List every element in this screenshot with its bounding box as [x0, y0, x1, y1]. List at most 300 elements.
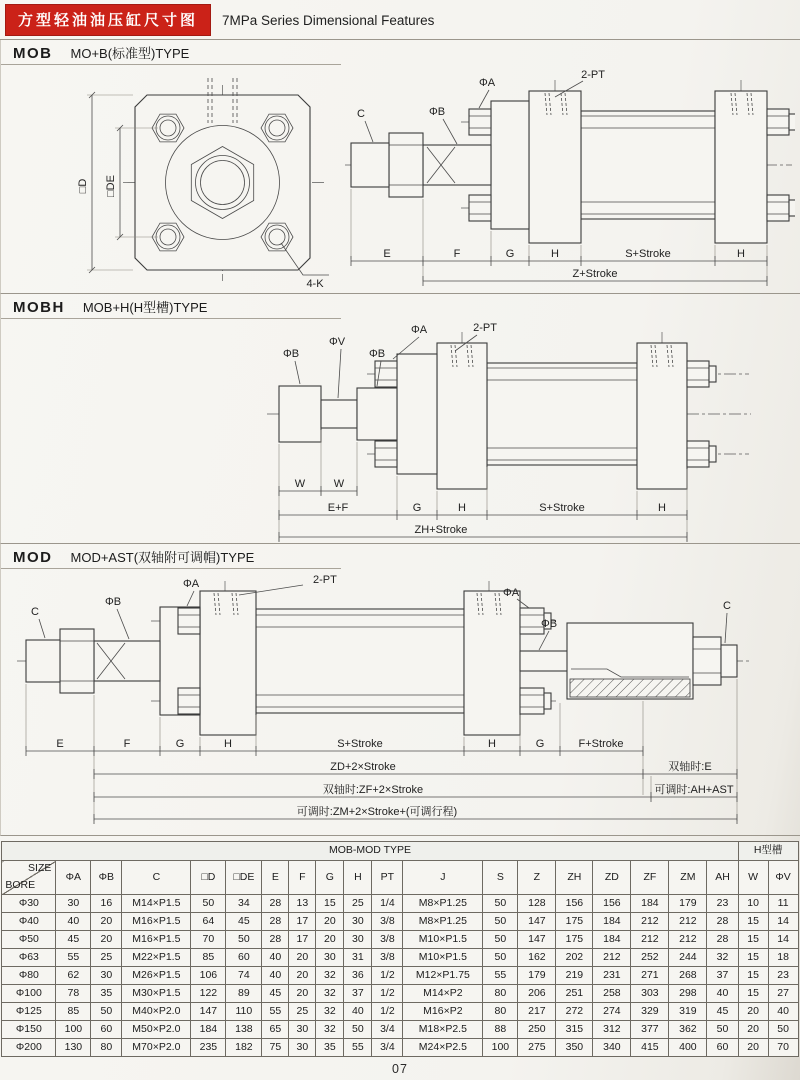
value-cell: 400: [669, 1039, 707, 1057]
label-leader: [338, 349, 341, 398]
mobh-drawings: [1, 319, 800, 543]
value-cell: 175: [556, 931, 593, 949]
value-cell: 182: [226, 1039, 262, 1057]
dim-label: G: [175, 738, 184, 750]
column-header: F: [289, 861, 316, 895]
column-header: H: [344, 861, 372, 895]
value-cell: M50×P2.0: [122, 1021, 191, 1039]
rod-thread-label: C: [30, 606, 39, 618]
value-cell: 315: [556, 1021, 593, 1039]
value-cell: M12×P1.75: [403, 967, 483, 985]
value-cell: M14×P2: [403, 985, 483, 1003]
rear-rod: [520, 651, 570, 671]
value-cell: 14: [768, 931, 798, 949]
dim-label: G: [535, 738, 544, 750]
section-name: MO+B(标准型)TYPE: [70, 46, 190, 61]
value-cell: 50: [707, 1021, 738, 1039]
value-cell: 60: [91, 1021, 122, 1039]
value-cell: 212: [669, 931, 707, 949]
value-cell: 312: [593, 1021, 631, 1039]
dim-label: H: [487, 738, 496, 750]
value-cell: 15: [738, 967, 768, 985]
tie-rod-nut: [469, 109, 491, 135]
value-cell: 55: [344, 1039, 372, 1057]
label-leader: [239, 585, 303, 595]
value-cell: 11: [768, 895, 798, 913]
section-mod-header: [1, 544, 341, 569]
value-cell: 252: [631, 949, 669, 967]
port-label: 2-PT: [312, 574, 337, 586]
port-label: 2-PT: [581, 69, 605, 81]
dimension-chain: [351, 256, 767, 286]
bolt-count-label: 4-K: [306, 278, 324, 290]
value-cell: 244: [669, 949, 707, 967]
value-cell: 40: [262, 949, 289, 967]
dim-label: H: [737, 248, 745, 260]
table-row: [2, 931, 798, 949]
value-cell: 28: [262, 895, 289, 913]
value-cell: 3/4: [372, 1039, 403, 1057]
value-cell: M24×P2.5: [403, 1039, 483, 1057]
value-cell: 28: [707, 931, 738, 949]
value-cell: 34: [226, 895, 262, 913]
value-cell: 35: [316, 1039, 344, 1057]
label-leader: [365, 121, 373, 142]
value-cell: 20: [738, 1021, 768, 1039]
value-cell: 350: [556, 1039, 593, 1057]
value-cell: 85: [191, 949, 226, 967]
overall-dim-label: 可调时:ZM+2×Stroke+(可调行程): [296, 806, 457, 818]
value-cell: 275: [518, 1039, 556, 1057]
dim-label: H: [457, 502, 466, 514]
value-cell: 32: [316, 1021, 344, 1039]
bore-cell: Φ30: [2, 895, 56, 913]
piston-rod-block: [423, 145, 491, 185]
value-cell: M10×P1.5: [403, 949, 483, 967]
value-cell: 40: [262, 967, 289, 985]
value-cell: 274: [593, 1003, 631, 1021]
value-cell: 23: [768, 967, 798, 985]
column-header: G: [316, 861, 344, 895]
value-cell: 89: [226, 985, 262, 1003]
value-cell: 128: [518, 895, 556, 913]
value-cell: M18×P2.5: [403, 1021, 483, 1039]
value-cell: 1/4: [372, 895, 403, 913]
value-cell: 20: [738, 1003, 768, 1021]
page-title-badge: [6, 5, 210, 35]
corner-bore-label: BORE: [5, 879, 36, 892]
dim-label: G: [412, 502, 421, 514]
value-cell: 75: [262, 1039, 289, 1057]
mod-side-view-drawing: [11, 569, 791, 831]
value-cell: 45: [707, 1003, 738, 1021]
mob-front-view-drawing: [45, 65, 335, 293]
bore-cell: Φ100: [2, 985, 56, 1003]
dim-label: F: [123, 738, 130, 750]
value-cell: 60: [226, 949, 262, 967]
value-cell: 162: [518, 949, 556, 967]
rod-hex-nut: [60, 629, 94, 693]
value-cell: 50: [483, 931, 518, 949]
overall-dim-label: 双轴时:E: [667, 761, 712, 773]
value-cell: 10: [738, 895, 768, 913]
label-leader: [725, 613, 727, 643]
value-cell: 340: [593, 1039, 631, 1057]
value-cell: 50: [344, 1021, 372, 1039]
value-cell: 202: [556, 949, 593, 967]
page-title-cn: 方型轻油油压缸尺寸图: [18, 12, 199, 29]
value-cell: 50: [226, 931, 262, 949]
value-cell: 30: [344, 931, 372, 949]
column-header: ΦB: [91, 861, 122, 895]
dim-label: W: [294, 478, 305, 490]
value-cell: 32: [707, 949, 738, 967]
dim-label-square-de: □DE: [105, 175, 117, 197]
value-cell: 80: [483, 985, 518, 1003]
table-row: [2, 949, 798, 967]
value-cell: 30: [289, 1021, 316, 1039]
value-cell: 50: [91, 1003, 122, 1021]
overall-dim-label: ZD+2×Stroke: [329, 761, 396, 773]
dimension-table-section: [0, 836, 800, 1057]
value-cell: 88: [483, 1021, 518, 1039]
value-cell: 184: [191, 1021, 226, 1039]
value-cell: 32: [316, 967, 344, 985]
value-cell: 17: [289, 931, 316, 949]
column-header: W: [738, 861, 768, 895]
page-header: [0, 0, 800, 40]
value-cell: 268: [669, 967, 707, 985]
bore-cell: Φ63: [2, 949, 56, 967]
column-header: □DE: [226, 861, 262, 895]
column-header: ΦV: [768, 861, 798, 895]
value-cell: 32: [316, 985, 344, 1003]
dim-label: F: [453, 248, 461, 260]
dim-label: H: [551, 248, 559, 260]
value-cell: 184: [593, 913, 631, 931]
front-flange: [437, 343, 487, 489]
value-cell: 271: [631, 967, 669, 985]
value-cell: 50: [483, 913, 518, 931]
value-cell: 18: [768, 949, 798, 967]
dim-label: H: [223, 738, 232, 750]
section-mobh-header: [1, 294, 341, 319]
rod-neck: [321, 400, 357, 428]
value-cell: M10×P1.5: [403, 931, 483, 949]
value-cell: 45: [226, 913, 262, 931]
value-cell: 212: [593, 949, 631, 967]
value-cell: 40: [707, 985, 738, 1003]
tie-rod-dia-label: ΦA: [479, 77, 496, 89]
front-flange: [529, 91, 581, 243]
column-header: AH: [707, 861, 738, 895]
value-cell: 212: [631, 913, 669, 931]
value-cell: 25: [344, 895, 372, 913]
value-cell: M8×P1.25: [403, 913, 483, 931]
front-flange: [200, 591, 256, 735]
label-leader: [187, 591, 194, 606]
value-cell: 319: [669, 1003, 707, 1021]
rear-rod-tip: [721, 645, 737, 677]
table-row: [2, 1003, 798, 1021]
corner-size-label: SIZE: [28, 862, 52, 874]
value-cell: 28: [707, 913, 738, 931]
rod-thread-label: C: [357, 108, 365, 120]
value-cell: 179: [669, 895, 707, 913]
cap-hex-nut: [693, 637, 721, 685]
column-header: ZM: [669, 861, 707, 895]
tie-rod-nut: [178, 608, 200, 634]
table-row: [2, 985, 798, 1003]
w-dimension-chain: [279, 486, 357, 496]
value-cell: M26×P1.5: [122, 967, 191, 985]
value-cell: 25: [91, 949, 122, 967]
tie-rod-dia-label: ΦA: [182, 578, 199, 590]
tie-rod-nut: [375, 361, 397, 387]
value-cell: 110: [226, 1003, 262, 1021]
dim-label: S+Stroke: [538, 502, 585, 514]
section-code: MOBH: [13, 299, 65, 316]
column-header: E: [262, 861, 289, 895]
section-code: MOB: [13, 45, 53, 62]
value-cell: 20: [316, 931, 344, 949]
value-cell: M16×P1.5: [122, 913, 191, 931]
value-cell: 50: [191, 895, 226, 913]
value-cell: 13: [289, 895, 316, 913]
section-name: MOB+H(H型槽)TYPE: [82, 300, 208, 315]
value-cell: 16: [91, 895, 122, 913]
value-cell: 23: [707, 895, 738, 913]
value-cell: 175: [556, 913, 593, 931]
tie-rod-nut: [687, 361, 716, 387]
tie-rod-nut: [767, 195, 795, 221]
value-cell: 15: [738, 931, 768, 949]
value-cell: 100: [56, 1021, 91, 1039]
value-cell: 30: [91, 967, 122, 985]
label-leader: [479, 90, 489, 108]
rod-collar-inner: [357, 388, 397, 440]
value-cell: M8×P1.25: [403, 895, 483, 913]
column-header: ZH: [556, 861, 593, 895]
value-cell: 1/2: [372, 985, 403, 1003]
column-header: C: [122, 861, 191, 895]
value-cell: 30: [344, 913, 372, 931]
rod-dia-label: ΦB: [429, 106, 446, 118]
overall-dim-label: 可调时:AH+AST: [653, 784, 734, 796]
dim-label: E+F: [327, 502, 348, 514]
mob-drawings: [1, 65, 800, 293]
value-cell: 20: [738, 1039, 768, 1057]
value-cell: 156: [556, 895, 593, 913]
dim-label: W: [333, 478, 344, 490]
value-cell: 1/2: [372, 967, 403, 985]
value-cell: M22×P1.5: [122, 949, 191, 967]
page-title-en: 7MPa Series Dimensional Features: [222, 12, 435, 28]
value-cell: 62: [56, 967, 91, 985]
tie-rod-nut: [375, 441, 397, 467]
value-cell: 78: [56, 985, 91, 1003]
dim-label: E: [383, 248, 391, 260]
rod-collar-outer: [279, 386, 321, 442]
cylinder-head: [491, 101, 529, 229]
value-cell: 50: [768, 1021, 798, 1039]
value-cell: 32: [316, 1003, 344, 1021]
value-cell: 3/8: [372, 913, 403, 931]
value-cell: 303: [631, 985, 669, 1003]
value-cell: 219: [556, 967, 593, 985]
adjustable-cap: [567, 623, 693, 699]
value-cell: 37: [344, 985, 372, 1003]
value-cell: 1/2: [372, 1003, 403, 1021]
value-cell: 28: [262, 931, 289, 949]
value-cell: 20: [91, 931, 122, 949]
value-cell: 55: [56, 949, 91, 967]
bore-cell: Φ125: [2, 1003, 56, 1021]
column-header: ZD: [593, 861, 631, 895]
dim-label: S+Stroke: [336, 738, 383, 750]
label-leader: [117, 609, 129, 639]
value-cell: 147: [518, 913, 556, 931]
table-group-header-hslot: H型槽: [738, 842, 798, 861]
value-cell: 25: [289, 1003, 316, 1021]
value-cell: M16×P1.5: [122, 931, 191, 949]
value-cell: 64: [191, 913, 226, 931]
table-row: [2, 967, 798, 985]
value-cell: 179: [518, 967, 556, 985]
cylinder-head: [397, 354, 437, 474]
rod-dia-label: ΦB: [540, 618, 557, 630]
value-cell: M14×P1.5: [122, 895, 191, 913]
value-cell: 184: [631, 895, 669, 913]
value-cell: 40: [56, 913, 91, 931]
column-header: Z: [518, 861, 556, 895]
value-cell: 27: [768, 985, 798, 1003]
value-cell: 138: [226, 1021, 262, 1039]
value-cell: 74: [226, 967, 262, 985]
piston-rod-block: [94, 641, 160, 681]
cylinder-body: [487, 363, 637, 465]
value-cell: 20: [289, 949, 316, 967]
value-cell: M40×P2.0: [122, 1003, 191, 1021]
value-cell: 362: [669, 1021, 707, 1039]
value-cell: 106: [191, 967, 226, 985]
section-mobh: [0, 294, 800, 544]
section-mod: [0, 544, 800, 836]
value-cell: 14: [768, 913, 798, 931]
overall-dim-label: ZH+Stroke: [414, 524, 467, 536]
rod-hex-nut: [389, 133, 423, 197]
value-cell: 415: [631, 1039, 669, 1057]
value-cell: 30: [289, 1039, 316, 1057]
tie-rod-nut: [469, 195, 491, 221]
column-header: S: [483, 861, 518, 895]
page-number: 07: [392, 1062, 408, 1076]
value-cell: 50: [483, 949, 518, 967]
label-leader: [443, 119, 457, 144]
value-cell: 250: [518, 1021, 556, 1039]
neck-dia-label: ΦV: [328, 336, 345, 348]
overall-dim-label: Z+Stroke: [572, 268, 618, 280]
tie-rod-nut: [687, 441, 716, 467]
value-cell: 35: [91, 985, 122, 1003]
section-mob-header: [1, 40, 341, 65]
value-cell: 212: [631, 931, 669, 949]
value-cell: 130: [56, 1039, 91, 1057]
value-cell: 70: [768, 1039, 798, 1057]
bore-cell: Φ200: [2, 1039, 56, 1057]
value-cell: 20: [289, 967, 316, 985]
value-cell: M16×P2: [403, 1003, 483, 1021]
value-cell: 15: [738, 949, 768, 967]
value-cell: 212: [669, 913, 707, 931]
value-cell: 45: [262, 985, 289, 1003]
value-cell: 70: [191, 931, 226, 949]
value-cell: 147: [191, 1003, 226, 1021]
dim-label: H: [657, 502, 666, 514]
value-cell: 156: [593, 895, 631, 913]
column-header: □D: [191, 861, 226, 895]
section-code: MOD: [13, 549, 53, 566]
value-cell: 251: [556, 985, 593, 1003]
size-bore-corner-cell: [2, 861, 56, 895]
dimension-chain: [26, 746, 643, 756]
value-cell: 28: [262, 913, 289, 931]
mob-side-view-drawing: [343, 65, 795, 293]
table-row: [2, 1039, 798, 1057]
rod-thread-label: C: [722, 600, 731, 612]
flange-outline: [135, 95, 310, 270]
tie-rod-nut: [520, 688, 551, 714]
value-cell: 206: [518, 985, 556, 1003]
rod-thread-tip: [351, 143, 389, 187]
bore-cell: Φ80: [2, 967, 56, 985]
tie-rod-dia-label: ΦA: [502, 587, 519, 599]
value-cell: 30: [56, 895, 91, 913]
rear-flange: [715, 91, 767, 243]
port-label: 2-PT: [472, 322, 497, 334]
column-header: PT: [372, 861, 403, 895]
value-cell: 50: [483, 895, 518, 913]
rear-flange: [637, 343, 687, 489]
value-cell: 55: [483, 967, 518, 985]
value-cell: 15: [738, 985, 768, 1003]
value-cell: 20: [91, 913, 122, 931]
value-cell: 231: [593, 967, 631, 985]
value-cell: 17: [289, 913, 316, 931]
label-leader: [39, 619, 45, 638]
overall-dim-label: 双轴时:ZF+2×Stroke: [322, 784, 423, 796]
cylinder-body: [256, 609, 464, 713]
rear-flange: [464, 591, 520, 735]
table-row: [2, 913, 798, 931]
dim-label: S+Stroke: [625, 248, 671, 260]
value-cell: 184: [593, 931, 631, 949]
value-cell: 217: [518, 1003, 556, 1021]
table-row: [2, 1021, 798, 1039]
value-cell: 40: [344, 1003, 372, 1021]
dim-label: F+Stroke: [578, 738, 623, 750]
dimension-chain: [279, 510, 687, 542]
bore-cell: Φ150: [2, 1021, 56, 1039]
column-header: J: [403, 861, 483, 895]
value-cell: 85: [56, 1003, 91, 1021]
value-cell: 258: [593, 985, 631, 1003]
value-cell: 37: [707, 967, 738, 985]
value-cell: 3/8: [372, 931, 403, 949]
column-header: ZF: [631, 861, 669, 895]
dim-label: E: [55, 738, 64, 750]
tie-rod-dia-label: ΦA: [410, 324, 427, 336]
